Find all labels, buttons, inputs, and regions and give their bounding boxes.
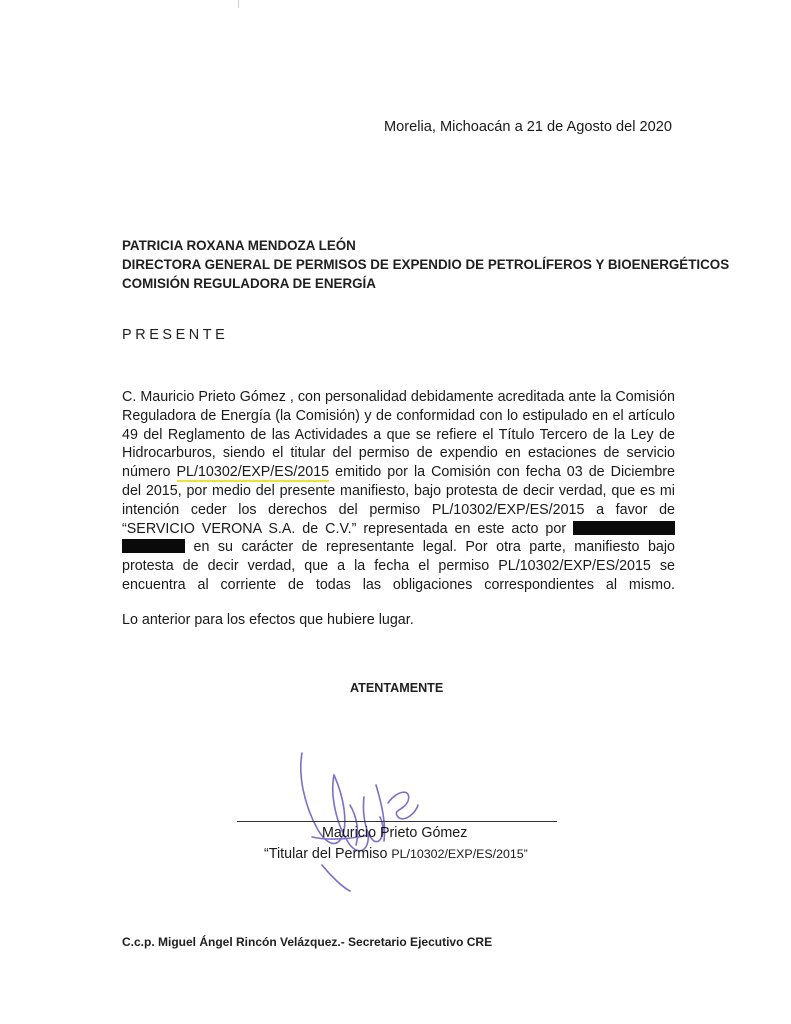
addressee-name: PATRICIA ROXANA MENDOZA LEÓN <box>122 238 356 253</box>
redaction-box <box>122 539 185 553</box>
dateline: Morelia, Michoacán a 21 de Agosto del 2020 <box>383 119 672 135</box>
signature-line <box>237 821 557 822</box>
addressee-organization: COMISIÓN REGULADORA DE ENERGÍA <box>122 276 376 291</box>
signer-title <box>264 846 528 862</box>
body-part-3: en su carácter de representante legal. Por otra parte, manifiesto bajo protesta de decir verdad, que a la fecha el permiso PL/10302/EXP/ES/2015 se encuentra al corriente de todas las obligaciones correspondientes al mismo. <box>122 539 675 593</box>
carbon-copy-line: C.c.p. Miguel Ángel Rincón Velázquez.- Secretario Ejecutivo CRE <box>122 935 493 949</box>
closing-line: Lo anterior para los efectos que hubiere lugar. <box>122 612 414 628</box>
addressee-position: DIRECTORA GENERAL DE PERMISOS DE EXPENDIO DE PETROLÍFEROS Y BIOENERGÉTICOS <box>122 257 730 272</box>
signer-title-permit: PL/10302/EXP/ES/2015” <box>391 847 528 861</box>
handwritten-signature <box>290 745 430 895</box>
redaction-box <box>573 521 675 535</box>
scan-edge-mark <box>238 0 239 8</box>
highlighted-permit-number: PL/10302/EXP/ES/2015 <box>176 464 330 481</box>
body-part-2: emitido por la Comisión con fecha 03 de Diciembre del 2015, por medio del presente manifiesto, bajo protesta de decir verdad, que es mi intención ceder los derechos del permiso PL/10302/EXP/ES/2015 a favor de “SERVICIO VERONA S.A. de C.V.” representada en este acto por <box>122 464 675 537</box>
farewell: ATENTAMENTE <box>350 681 444 695</box>
body-paragraph <box>122 388 675 595</box>
salutation: PRESENTE <box>122 327 229 343</box>
addressee-block <box>122 236 729 293</box>
body-part-1: C. Mauricio Prieto Gómez , con personalidad debidamente acreditada ante la Comisión Reguladora de Energía (la Comisión) y de conformidad con lo estipulado en el artículo 49 del Reglamento de las Actividades a que se refiere el Título Tercero de la Ley de Hidrocarburos, siendo el titular del permiso de expendio en estaciones de servicio número <box>122 389 675 481</box>
signer-title-prefix: “Titular del Permiso <box>264 846 388 862</box>
signer-name: Mauricio Prieto Gómez <box>322 825 468 841</box>
